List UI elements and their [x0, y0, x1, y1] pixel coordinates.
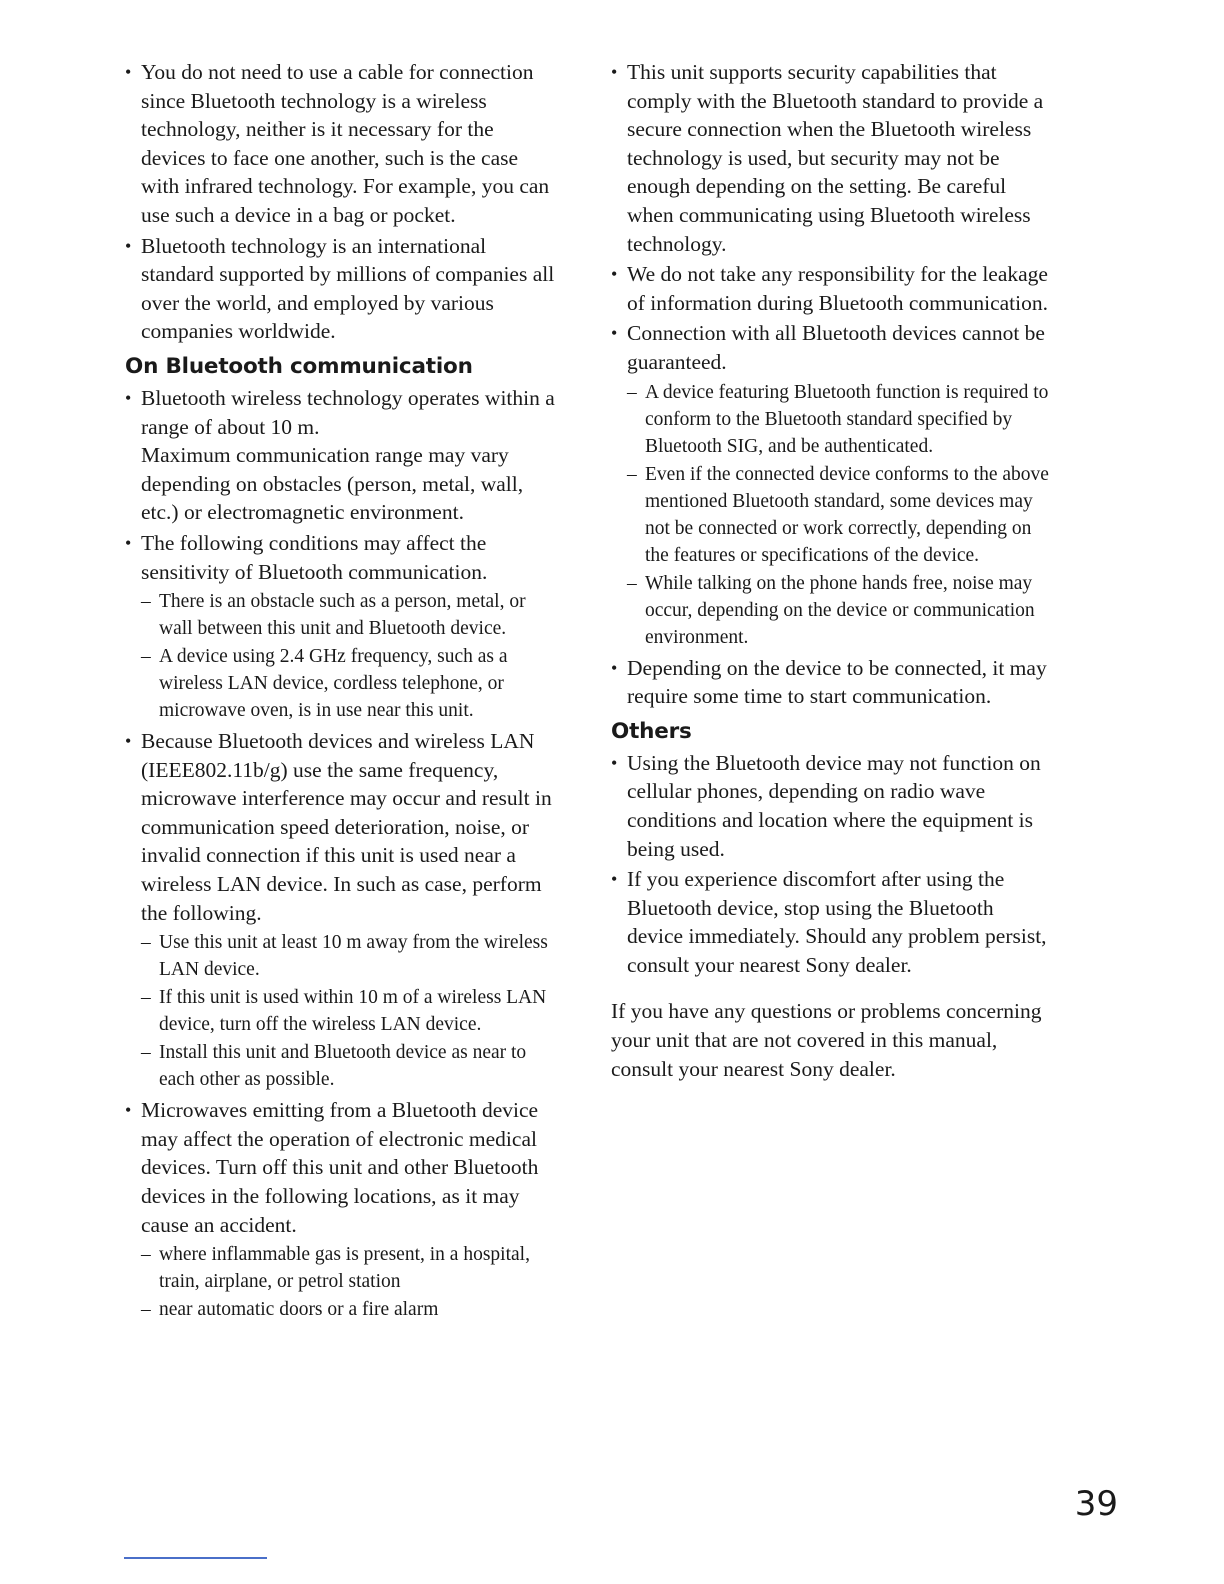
section-heading-others: Others	[611, 718, 692, 744]
others-bullet-list	[611, 749, 1051, 980]
section-heading-bluetooth-communication: On Bluetooth communication	[125, 353, 473, 379]
sub-item: – If this unit is used within 10 m of a wireless LAN device, turn off the wireless LAN device.	[141, 984, 560, 1038]
left-column	[125, 58, 560, 1326]
closing-paragraph: If you have any questions or problems concerning your unit that are not covered in this manual, consult your nearest Sony dealer.	[611, 999, 1042, 1081]
bullet-text: Bluetooth wireless technology operates within a range of about 10 m.	[141, 385, 555, 439]
sub-item: – Even if the connected device conforms to the above mentioned Bluetooth standard, some devices may not be connected or work correctly, depending on the features or specifications of the device.	[627, 461, 1051, 569]
sub-item: – Install this unit and Bluetooth device as near to each other as possible.	[141, 1039, 560, 1093]
sub-list	[141, 1241, 560, 1323]
security-bullet-list	[611, 58, 1051, 711]
bullet-text: Microwaves emitting from a Bluetooth device may affect the operation of electronic medical devices. Turn off this unit and other Bluetooth devices in the following locations, as it may cause an accident.	[141, 1098, 539, 1237]
sub-item: – Use this unit at least 10 m away from the wireless LAN device.	[141, 929, 560, 983]
bullet-item	[125, 529, 560, 724]
bullet-text: Connection with all Bluetooth devices cannot be guaranteed.	[627, 321, 1045, 374]
bullet-item: • Using the Bluetooth device may not function on cellular phones, depending on radio wave conditions and location where the equipment is being used.	[611, 749, 1051, 863]
bullet-item	[125, 727, 560, 1093]
intro-bullet-list	[125, 58, 560, 346]
page-number: 39	[1074, 1484, 1118, 1524]
sub-item: – While talking on the phone hands free, noise may occur, depending on the device or communication environment.	[627, 570, 1051, 651]
sub-item: – A device using 2.4 GHz frequency, such as a wireless LAN device, cordless telephone, or microwave oven, is in use near this unit.	[141, 643, 560, 724]
sub-item: – near automatic doors or a fire alarm	[141, 1296, 560, 1323]
bullet-item	[125, 384, 560, 527]
sub-item: – A device featuring Bluetooth function is required to conform to the Bluetooth standard specified by Bluetooth SIG, and be authenticated.	[627, 379, 1051, 460]
bullet-item: • This unit supports security capabilities that comply with the Bluetooth standard to provide a secure connection when the Bluetooth wireless technology is used, but security may not be enough depending on the setting. Be careful when communicating using Bluetooth wireless technology.	[611, 58, 1051, 258]
bullet-item: • We do not take any responsibility for the leakage of information during Bluetooth communication.	[611, 260, 1051, 317]
bullet-text: Maximum communication range may vary depending on obstacles (person, metal, wall, etc.) or electromagnetic environment.	[141, 443, 524, 525]
sub-list	[141, 929, 560, 1093]
sub-list	[627, 379, 1051, 651]
bullet-item: • Depending on the device to be connected, it may require some time to start communication.	[611, 654, 1051, 711]
footer-rule	[124, 1557, 267, 1559]
bullet-item: • If you experience discomfort after using the Bluetooth device, stop using the Bluetooth device immediately. Should any problem persist, consult your nearest Sony dealer.	[611, 865, 1051, 979]
bullet-item	[611, 319, 1051, 650]
sub-item: – There is an obstacle such as a person, metal, or wall between this unit and Bluetooth device.	[141, 588, 560, 642]
bullet-item: • Bluetooth technology is an international standard supported by millions of companies all over the world, and employed by various companies worldwide.	[125, 232, 560, 346]
bullet-text: Because Bluetooth devices and wireless LAN (IEEE802.11b/g) use the same frequency, microwave interference may occur and result in communication speed deterioration, noise, or invalid connection if this unit is used near a wireless LAN device. In such as case, perform the following.	[141, 729, 552, 925]
bullet-item	[125, 1096, 560, 1323]
bullet-text: The following conditions may affect the sensitivity of Bluetooth communication.	[141, 530, 488, 584]
right-column	[611, 58, 1051, 1105]
communication-bullet-list	[125, 384, 560, 1323]
sub-item: – where inflammable gas is present, in a hospital, train, airplane, or petrol station	[141, 1241, 560, 1295]
bullet-item: • You do not need to use a cable for connection since Bluetooth technology is a wireless technology, neither is it necessary for the devices to face one another, such is the case with infrared technology. For example, you can use such a device in a bag or pocket.	[125, 58, 560, 230]
sub-list	[141, 588, 560, 724]
